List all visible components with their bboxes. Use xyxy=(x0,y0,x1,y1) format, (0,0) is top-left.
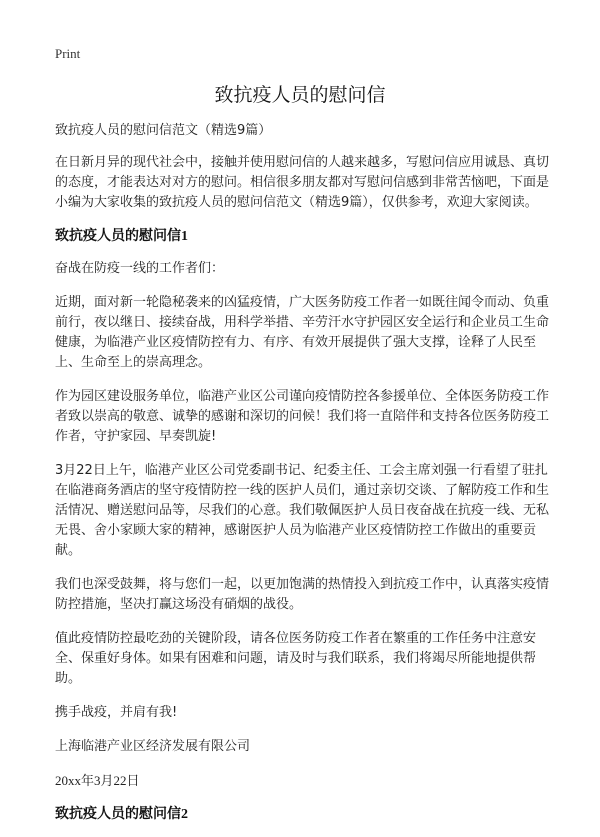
print-link[interactable]: Print xyxy=(55,46,81,61)
letter-heading: 致抗疫人员的慰问信2 xyxy=(55,807,188,822)
letter-paragraph: 作为园区建设服务单位，临港产业区公司谨向疫情防控各参援单位、全体医务防疫工作者致以崇高的敬意、诚挚的感谢和深切的问候！我们将一直陪伴和支持各位医务防疫工作者，守护家园、早奏凯旋! xyxy=(55,389,550,444)
letter-paragraph: 值此疫情防控最吃劲的关键阶段，请各位医务防疫工作者在繁重的工作任务中注意安全、保重好身体。如果有困难和问题，请及时与我们联系，我们将竭尽所能地提供帮助。 xyxy=(55,631,537,686)
letter-salutation: 奋战在防疫一线的工作者们： xyxy=(55,261,225,276)
letter-paragraph: 我们也深受鼓舞，将与您们一起，以更加饱满的热情投入到抗疫工作中，认真落实疫情防控措施，坚决打赢这场没有硝烟的战役。 xyxy=(55,577,550,612)
letter-closing: 携手战疫，并肩有我! xyxy=(55,705,178,720)
letter-paragraph: 近期，面对新一轮隐秘袭来的凶猛疫情，广大医务防疫工作者一如既往闻令而动、负重前行，夜以继日、接续奋战，用科学举措、辛劳汗水守护园区安全运行和企业员工生命健康，为临港产业区疫情防控有力、有序、有效开展提供了强大支撑，诠释了人民至上、生命至上的崇高理念。 xyxy=(55,295,550,370)
letter-date: 20xx年3月22日 xyxy=(55,773,140,788)
page-title: 致抗疫人员的慰问信 xyxy=(214,84,386,106)
letter-paragraph: 3月22日上午，临港产业区公司党委副书记、纪委主任、工会主席刘强一行看望了驻扎在临港商务酒店的坚守疫情防控一线的医护人员们，通过亲切交谈、了解防疫工作和生活情况、赠送慰问品等，尽我们的心意。我们敬佩医护人员日夜奋战在抗疫一线、无私无畏、舍小家顾大家的精神，感谢医护人员为临港产业区疫情防控工作做出的重要贡献。 xyxy=(55,463,550,558)
document-body xyxy=(55,121,549,837)
letter-2 xyxy=(55,805,549,825)
letter-signature: 上海临港产业区经济发展有限公司 xyxy=(55,739,251,754)
letter-1 xyxy=(55,227,549,791)
intro-paragraph: 在日新月异的现代社会中，接触并使用慰问信的人越来越多，写慰问信应用诚恳、真切的态度，才能表达对对方的慰问。相信很多朋友都对写慰问信感到非常苦恼吧，下面是小编为大家收集的致抗疫人员的慰问信范文（精选9篇），仅供参考，欢迎大家阅读。 xyxy=(55,155,550,210)
document-subtitle: 致抗疫人员的慰问信范文（精选9篇） xyxy=(55,123,272,138)
letter-heading: 致抗疫人员的慰问信1 xyxy=(55,229,188,244)
